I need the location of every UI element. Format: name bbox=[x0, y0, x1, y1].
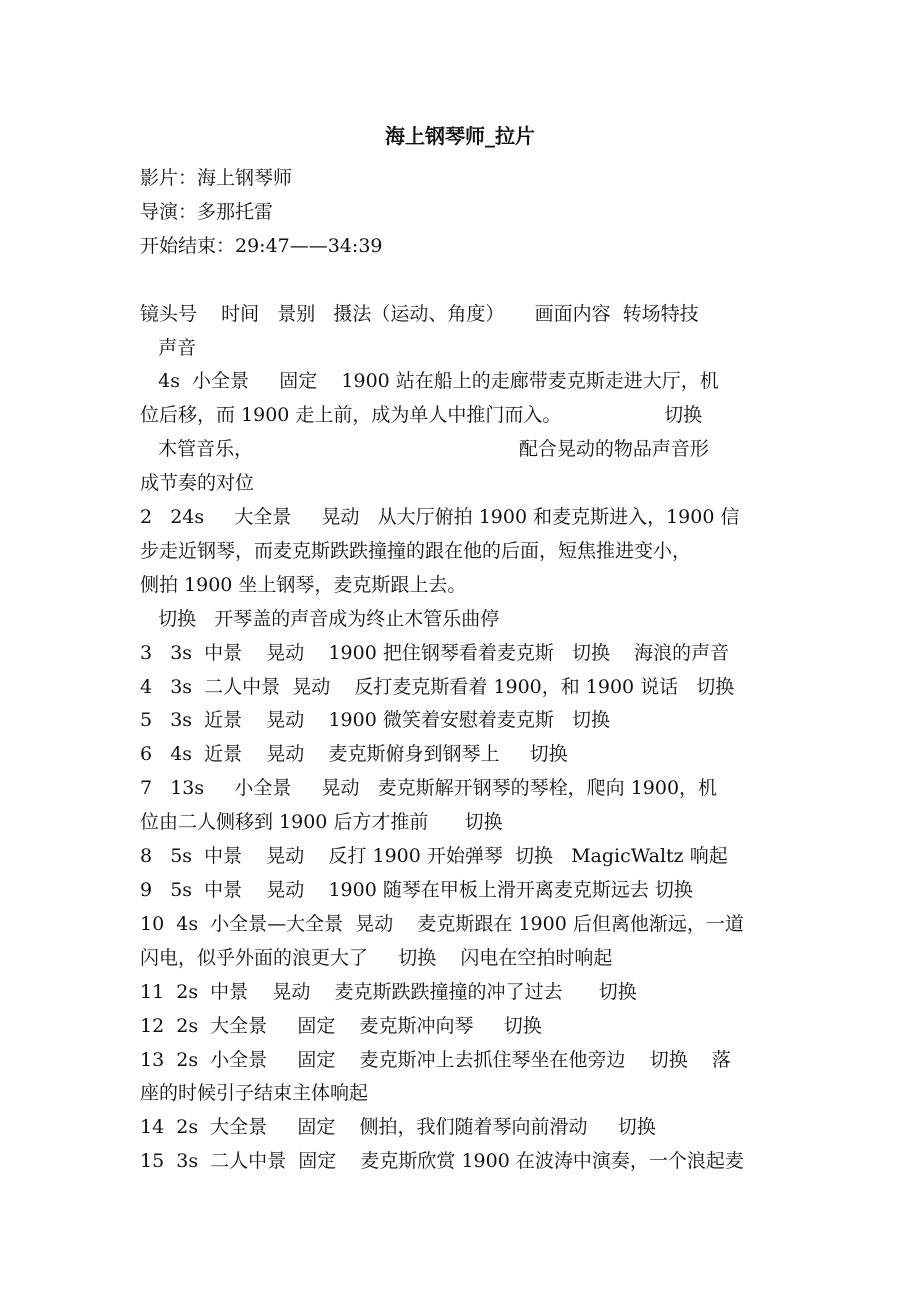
text-line: 14 2s 大全景 固定 侧拍，我们随着琴向前滑动 切换 bbox=[140, 1116, 656, 1139]
text-line: 4 3s 二人中景 晃动 反打麦克斯看着 1900，和 1900 说话 切换 bbox=[140, 675, 735, 698]
text-line: 座的时候引子结束主体响起 bbox=[140, 1082, 369, 1105]
text-line: 影片：海上钢琴师 bbox=[140, 167, 293, 189]
text-line: 15 3s 二人中景 固定 麦克斯欣赏 1900 在波涛中演奏，一个浪起麦 bbox=[140, 1150, 744, 1173]
text-line: 步走近钢琴，而麦克斯跌跌撞撞的跟在他的后面，短焦推进变小， bbox=[140, 539, 692, 562]
text-line: 3 3s 中景 晃动 1900 把住钢琴看着麦克斯 切换 海浪的声音 bbox=[140, 641, 730, 664]
text-line: 镜头号 时间 景别 摄法（运动、角度） 画面内容 转场特技 bbox=[140, 302, 699, 325]
text-line: 5 3s 近景 晃动 1900 微笑着安慰着麦克斯 切换 bbox=[140, 709, 610, 732]
text-line: 开始结束：29:47——34:39 bbox=[140, 234, 383, 257]
text-line: 成节奏的对位 bbox=[140, 472, 255, 495]
document-body bbox=[140, 162, 782, 1179]
text-line: 位后移，而 1900 走上前，成为单人中推门而入。 切换 bbox=[140, 404, 703, 427]
text-line: 8 5s 中景 晃动 反打 1900 开始弹琴 切换 MagicWaltz 响起 bbox=[140, 845, 728, 868]
text-line: 7 13s 小全景 晃动 麦克斯解开钢琴的琴栓，爬向 1900，机 bbox=[140, 777, 718, 800]
text-line: 6 4s 近景 晃动 麦克斯俯身到钢琴上 切换 bbox=[140, 743, 568, 766]
document-title: 海上钢琴师_拉片 bbox=[385, 124, 535, 148]
text-line: 12 2s 大全景 固定 麦克斯冲向琴 切换 bbox=[140, 1014, 542, 1037]
text-line: 10 4s 小全景—大全景 晃动 麦克斯跟在 1900 后但离他渐远，一道 bbox=[140, 912, 744, 935]
text-line bbox=[140, 264, 782, 298]
text-line: 9 5s 中景 晃动 1900 随琴在甲板上滑开离麦克斯远去 切换 bbox=[140, 879, 693, 902]
text-line: 导演：多那托雷 bbox=[140, 200, 274, 223]
text-line: 13 2s 小全景 固定 麦克斯冲上去抓住琴坐在他旁边 切换 落 bbox=[140, 1048, 731, 1071]
text-line: 声音 bbox=[140, 336, 197, 359]
text-line: 2 24s 大全景 晃动 从大厅俯拍 1900 和麦克斯进入，1900 信 bbox=[140, 506, 740, 529]
text-line: 闪电，似乎外面的浪更大了 切换 闪电在空拍时响起 bbox=[140, 946, 613, 969]
text-line: 切换 开琴盖的声音成为终止木管乐曲停 bbox=[140, 607, 500, 630]
text-line: 侧拍 1900 坐上钢琴，麦克斯跟上去。 bbox=[140, 573, 467, 596]
text-line: 位由二人侧移到 1900 后方才推前 切换 bbox=[140, 811, 503, 834]
text-line: 4s 小全景 固定 1900 站在船上的走廊带麦克斯走进大厅，机 bbox=[140, 370, 719, 393]
text-line: 木管音乐， 配合晃动的物品声音形 bbox=[140, 438, 709, 461]
text-line: 11 2s 中景 晃动 麦克斯跌跌撞撞的冲了过去 切换 bbox=[140, 980, 637, 1003]
